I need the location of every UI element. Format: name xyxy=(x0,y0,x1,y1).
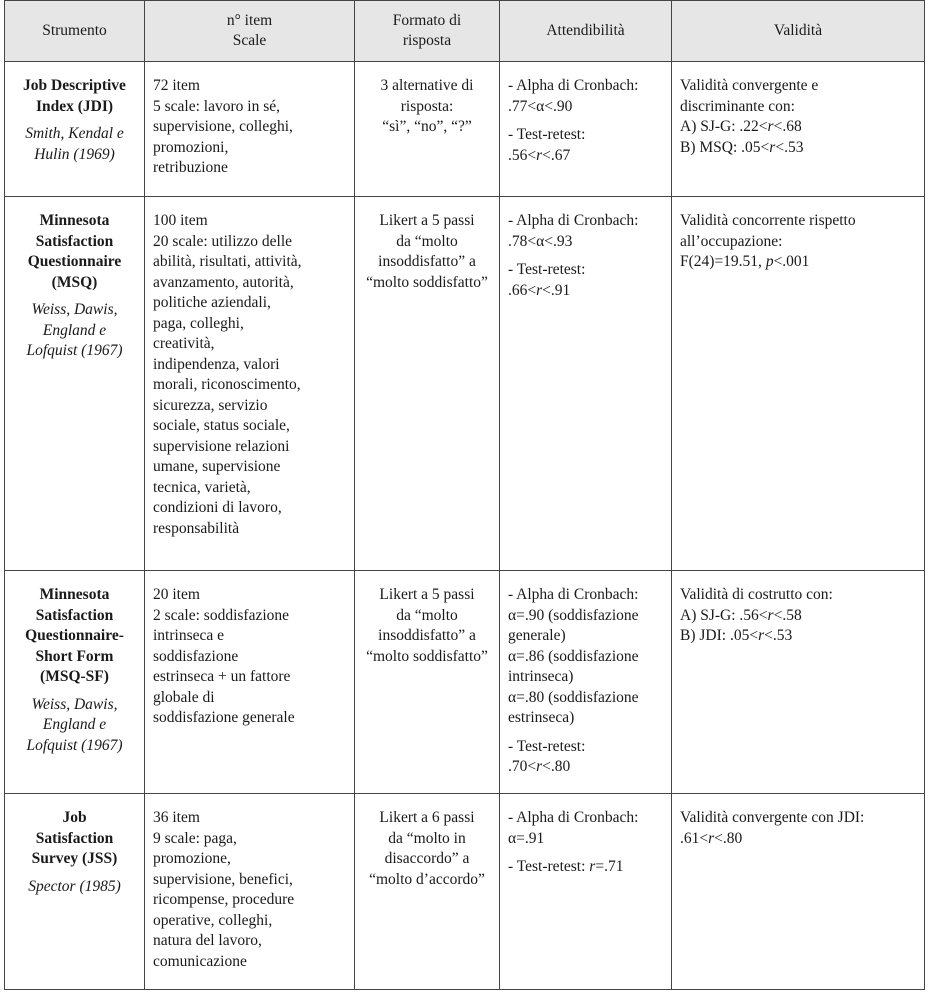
reliability-retest: - Test-retest: .56<r<.67 xyxy=(508,126,586,164)
instrument-cell xyxy=(5,794,145,990)
instrument-authors: Spector (1985) xyxy=(28,877,121,895)
items-cell: 20 item 2 scale: soddisfazione intrinseca e soddisfazione estrinseca + un fattore globale di soddisfazione generale xyxy=(145,571,355,794)
header-row xyxy=(5,1,925,62)
instrument-name: Minnesota Satisfaction Questionnaire (MSQ) xyxy=(27,212,122,291)
instrument-cell xyxy=(5,197,145,571)
header-attendibilita: Attendibilità xyxy=(500,1,672,62)
table-row xyxy=(5,197,925,571)
items-cell: 100 item 20 scale: utilizzo delle abilità, risultati, attività, avanzamento, autorità, politiche aziendali, paga, colleghi, creatività, indipendenza, valori morali, riconoscimento, sicurezza, servizio sociale, status sociale, supervisione relazioni umane, supervisione tecnica, varietà, condizioni di lavoro, responsabilità xyxy=(145,197,355,571)
reliability-cell xyxy=(500,571,672,794)
table-row xyxy=(5,571,925,794)
instrument-cell xyxy=(5,62,145,197)
items-cell: 72 item 5 scale: lavoro in sé, supervisione, colleghi, promozioni, retribuzione xyxy=(145,62,355,197)
table-row xyxy=(5,62,925,197)
validity-cell: Validità convergente con JDI: .61<r<.80 xyxy=(672,794,925,990)
instrument-name: Minnesota Satisfaction Questionnaire- Short Form (MSQ-SF) xyxy=(25,586,124,685)
validity-cell: Validità convergente e discriminante con: A) SJ-G: .22<r<.68 B) MSQ: .05<r<.53 xyxy=(672,62,925,197)
format-cell: 3 alternative di risposta: “sì”, “no”, “?” xyxy=(355,62,500,197)
reliability-retest: - Test-retest: .70<r<.80 xyxy=(508,737,586,775)
instrument-name: Job Descriptive Index (JDI) xyxy=(23,77,126,115)
header-strumento: Strumento xyxy=(5,1,145,62)
format-cell: Likert a 5 passi da “molto insoddisfatto” a “molto soddisfatto” xyxy=(355,571,500,794)
format-cell: Likert a 5 passi da “molto insoddisfatto” a “molto soddisfatto” xyxy=(355,197,500,571)
reliability-cell xyxy=(500,62,672,197)
table-row xyxy=(5,794,925,990)
header-item-scale: n° item Scale xyxy=(145,1,355,62)
reliability-alpha: - Alpha di Cronbach: α=.91 xyxy=(508,809,639,847)
instruments-table xyxy=(4,0,925,990)
reliability-cell xyxy=(500,794,672,990)
reliability-retest: - Test-retest: .66<r<.91 xyxy=(508,261,586,299)
reliability-cell xyxy=(500,197,672,571)
reliability-alpha: - Alpha di Cronbach: .77<α<.90 xyxy=(508,77,639,115)
reliability-retest: - Test-retest: r=.71 xyxy=(508,858,624,875)
reliability-alpha: - Alpha di Cronbach: .78<α<.93 xyxy=(508,212,639,250)
validity-cell: Validità concorrente rispetto all’occupazione: F(24)=19.51, p<.001 xyxy=(672,197,925,571)
reliability-alpha: - Alpha di Cronbach: α=.90 (soddisfazione generale) α=.86 (soddisfazione intrinseca) α=.80 (soddisfazione estrinseca) xyxy=(508,586,639,726)
header-validita: Validità xyxy=(672,1,925,62)
validity-cell: Validità di costrutto con: A) SJ-G: .56<r<.58 B) JDI: .05<r<.53 xyxy=(672,571,925,794)
format-cell: Likert a 6 passi da “molto in disaccordo” a “molto d’accordo” xyxy=(355,794,500,990)
instrument-name: Job Satisfaction Survey (JSS) xyxy=(31,809,118,867)
instrument-authors: Smith, Kendal e Hulin (1969) xyxy=(25,125,124,163)
header-formato: Formato di risposta xyxy=(355,1,500,62)
instrument-authors: Weiss, Dawis, England e Lofquist (1967) xyxy=(26,695,123,754)
items-cell: 36 item 9 scale: paga, promozione, supervisione, benefici, ricompense, procedure operative, colleghi, natura del lavoro, comunicazione xyxy=(145,794,355,990)
instrument-authors: Weiss, Dawis, England e Lofquist (1967) xyxy=(26,301,123,359)
instrument-cell xyxy=(5,571,145,794)
